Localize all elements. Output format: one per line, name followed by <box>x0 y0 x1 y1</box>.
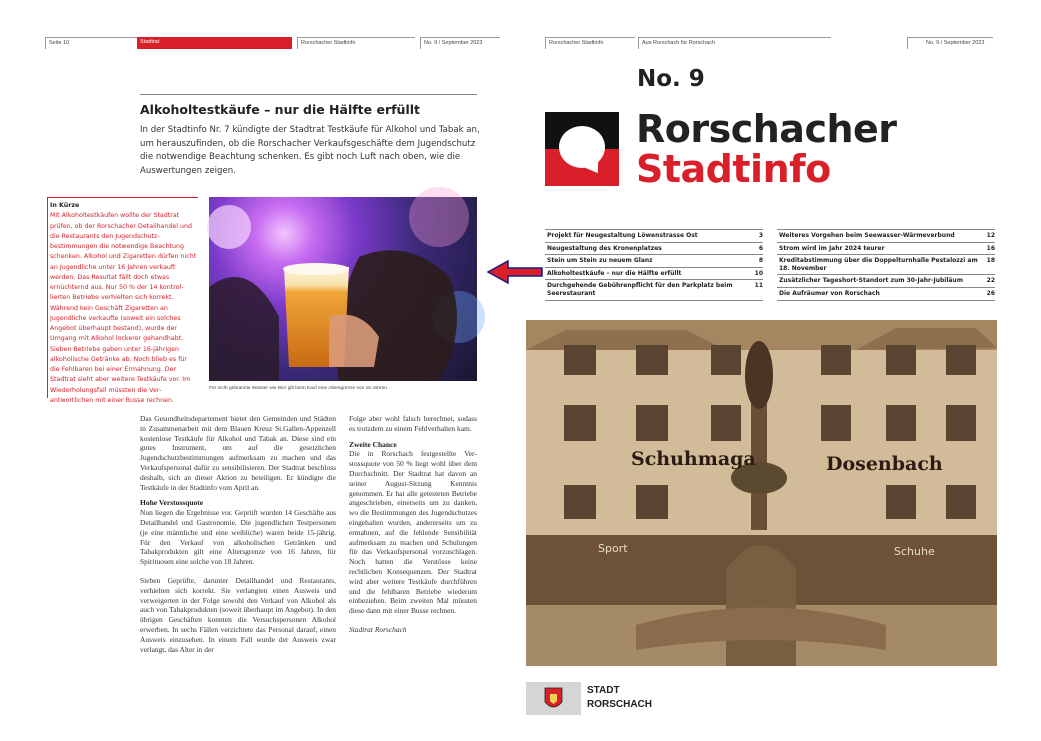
subheading-verstossquote: Hohe Verstossquote <box>140 498 204 508</box>
issue-label: No. 9 / September 2023 <box>907 37 993 49</box>
toc-item[interactable]: Alkoholtestkäufe – nur die Hälfte erfüllt 10 <box>545 267 763 280</box>
beer-photo <box>209 197 477 381</box>
section-label: Stadtrat <box>137 37 292 49</box>
page-number: Seite 10 <box>45 37 137 49</box>
toc-item[interactable]: Zusätzlicher Tageshort-Standort zum 30-Jahr-Jubiläum 22 <box>777 274 995 287</box>
toc-item[interactable]: Strom wird im Jahr 2024 teurer 16 <box>777 242 995 255</box>
toc-item[interactable]: Projekt für Neugestaltung Löwenstrasse Ost 3 <box>545 229 763 242</box>
body-paragraph: Nun liegen die Ergebnisse vor. Geprüft wurden 14 Geschäfte aus Detailhandel und Gastronomie. Die jugendlichen Testpersonen (je eine männliche und eine weibliche) waren beide 15-jährig. Für den Verkauf von alkoholischen Getränken und Tabakprodukten gilt eine Altersgrenze von 16 Jahren, für Spirituosen eine solche von 18 Jahren. <box>140 508 336 567</box>
arrow-left-icon <box>486 259 542 285</box>
toc-item[interactable]: Durchgehende Gebührenpflicht für den Parkplatz beim Seerestaurant 11 <box>545 279 763 300</box>
coat-of-arms-icon <box>526 682 581 715</box>
article-title: Alkoholtestkäufe – nur die Hälfte erfüllt <box>140 94 477 117</box>
body-paragraph: Das Gesundheitsdepartement bietet den Gemeinden und Städten in Zusammenarbeit mit dem Blauen Kreuz St.Gallen-Appenzell kostenlose Testkäufe für Alkohol und Tabak an. Diese sind ein gutes Instrument, um auf die gesetzlichen Jugendschutzbestimmungen aufmerksam zu machen und das Verkaufspersonal dafür zu sensibilisieren. Der Stadtrat beschloss deshalb, sich an dieser Aktion zu beteiligen. Er kündigte die Testkäufe in der Stadtinfo vom April an. <box>140 414 336 492</box>
brand-line-2: Stadtinfo <box>636 147 831 191</box>
in-kuerze-text: Mit Alkoholtestkäufen wollte der Stadtrat prüfen, ob der Rorschacher Detailhandel und die Restaurants den Jugendschutzbestimmungen die notwendige Beachtung schenken. Alkohol und Zigaretten dürfen nicht an Jugendliche unter 16 Jahren verkauft werden. Das Resultat fällt doch etwas ernüchternd aus. Nur 50 % der 14 kontrollierten Betriebe verhielten sich korrekt. Während kein Geschäft Zigaretten an Jugendliche verkaufte (soweit ein solches Angebot überhaupt bestand), wurde der Umgang mit Alkohol lockerer gehandhabt. Sieben Betriebe gaben unter 16-jährigen alkoholische Getränke ab. Noch blieb es für die Fehlbaren bei einer Ermahnung. Der Stadtrat sieht aber weitere Testkäufe vor. Im Wiederholungsfall müssten die Verantwortlichen mit einer Busse rechnen. <box>50 212 197 404</box>
toc-item[interactable]: Neugestaltung des Kronenplatzes 6 <box>545 242 763 255</box>
toc-item[interactable]: Kreditabstimmung über die Doppelturnhalle Pestalozzi am 18. November 18 <box>777 254 995 274</box>
historic-building-illustration <box>526 320 997 666</box>
beer-glass-illustration <box>209 197 477 381</box>
sign-left: Schuhmaga <box>631 448 756 470</box>
historic-photo <box>526 320 997 666</box>
body-column-2 <box>349 414 477 635</box>
body-column-1 <box>140 414 336 654</box>
photo-caption: Für nicht gebrannte Wasser wie Bier gilt beim Kauf eine Altersgrenze von 16 Jahren. <box>209 386 389 391</box>
in-kuerze-box <box>47 197 198 404</box>
article-lead: In der Stadtinfo Nr. 7 kündigte der Stadtrat Testkäufe für Alkohol und Tabak an, um herauszufinden, ob die Rorschacher Verkaufsgeschäfte dem Jugendschutz die notwendige Beachtung schenken. Es gibt noch Luft nach oben, wie die Auswertungen zeigen. <box>140 125 480 176</box>
toc-item[interactable]: Die Aufräumer von Rorschach 26 <box>777 287 995 301</box>
body-paragraph: Sieben Geprüfte, darunter Detailhandel und Restaurants, verhielten sich korrekt. Sie verlangten einen Ausweis und verweigerten in der Folge sowohl den Verkauf von Alkohol als auch von Tabakprodukten (soweit überhaupt im Angebot). In den übrigen Geschäften konnten die Versuchspersonen Alkohol erwerben. In sechs Fällen verzichtete das Personal darauf, einen Ausweis einzusehen. In einem Fall wurde der Ausweis zwar verlangt, das Alter in der <box>140 575 336 654</box>
stadt-line-1: STADT <box>587 685 620 696</box>
shop-sign-schuhe: Schuhe <box>894 545 935 558</box>
stadt-rorschach-logo <box>526 682 654 715</box>
stadt-line-2: RORSCHACH <box>587 699 652 710</box>
sign-right: Dosenbach <box>826 453 943 475</box>
subheading-zweite-chance: Zweite Chance <box>349 439 397 449</box>
brand-line-1: Rorschacher <box>636 107 897 151</box>
shop-sign-sport: Sport <box>598 542 628 555</box>
toc-right <box>777 229 995 301</box>
toc-item[interactable]: Stein um Stein zu neuem Glanz 8 <box>545 254 763 267</box>
in-kuerze-heading: In Kürze <box>50 202 80 209</box>
stadtinfo-logo <box>545 112 619 186</box>
issue-number: No. 9 <box>637 66 705 92</box>
signature: Stadtrat Rorschach <box>349 624 407 634</box>
section-label: Aus Rorschach für Rorschach <box>638 37 831 49</box>
toc-left <box>545 229 763 301</box>
body-paragraph: Die in Rorschach festgestellte Verstossquote von 50 % liegt wohl über dem Durchschnitt. Der Stadtrat hat davon an seiner August-Sitzung Kenntnis genommen. Er hat alle getesteten Betriebe angeschrieben, einerseits um zu danken, wo die Bestimmungen des Jugendschutzes eingehalten wurden, andererseits um zu ermahnen, auf die fehlende Sensibilität aufmerksam zu machen und Schulungen für das Verkaufspersonal vorzuschlagen. Noch hatten die Verstösse keine rechtlichen Konsequenzen. Der Stadtrat wird aber weitere Testkäufe durchführen und die fehlbaren Betriebe wiederum einbeziehen. Beim zweiten Mal müssten diese dann mit einer Busse rechnen. <box>349 449 477 616</box>
toc-item[interactable]: Weiteres Vorgehen beim Seewasser-Wärmeverbund 12 <box>777 229 995 242</box>
publication-name: Rorschacher Stadtinfo <box>545 37 635 49</box>
body-paragraph: Folge aber wohl falsch berechnet, sodass es trotzdem zu einem Fehlverhalten kam. <box>349 414 477 433</box>
publication-name: Rorschacher Stadtinfo <box>297 37 415 49</box>
issue-label: No. 9 / September 2023 <box>420 37 500 49</box>
